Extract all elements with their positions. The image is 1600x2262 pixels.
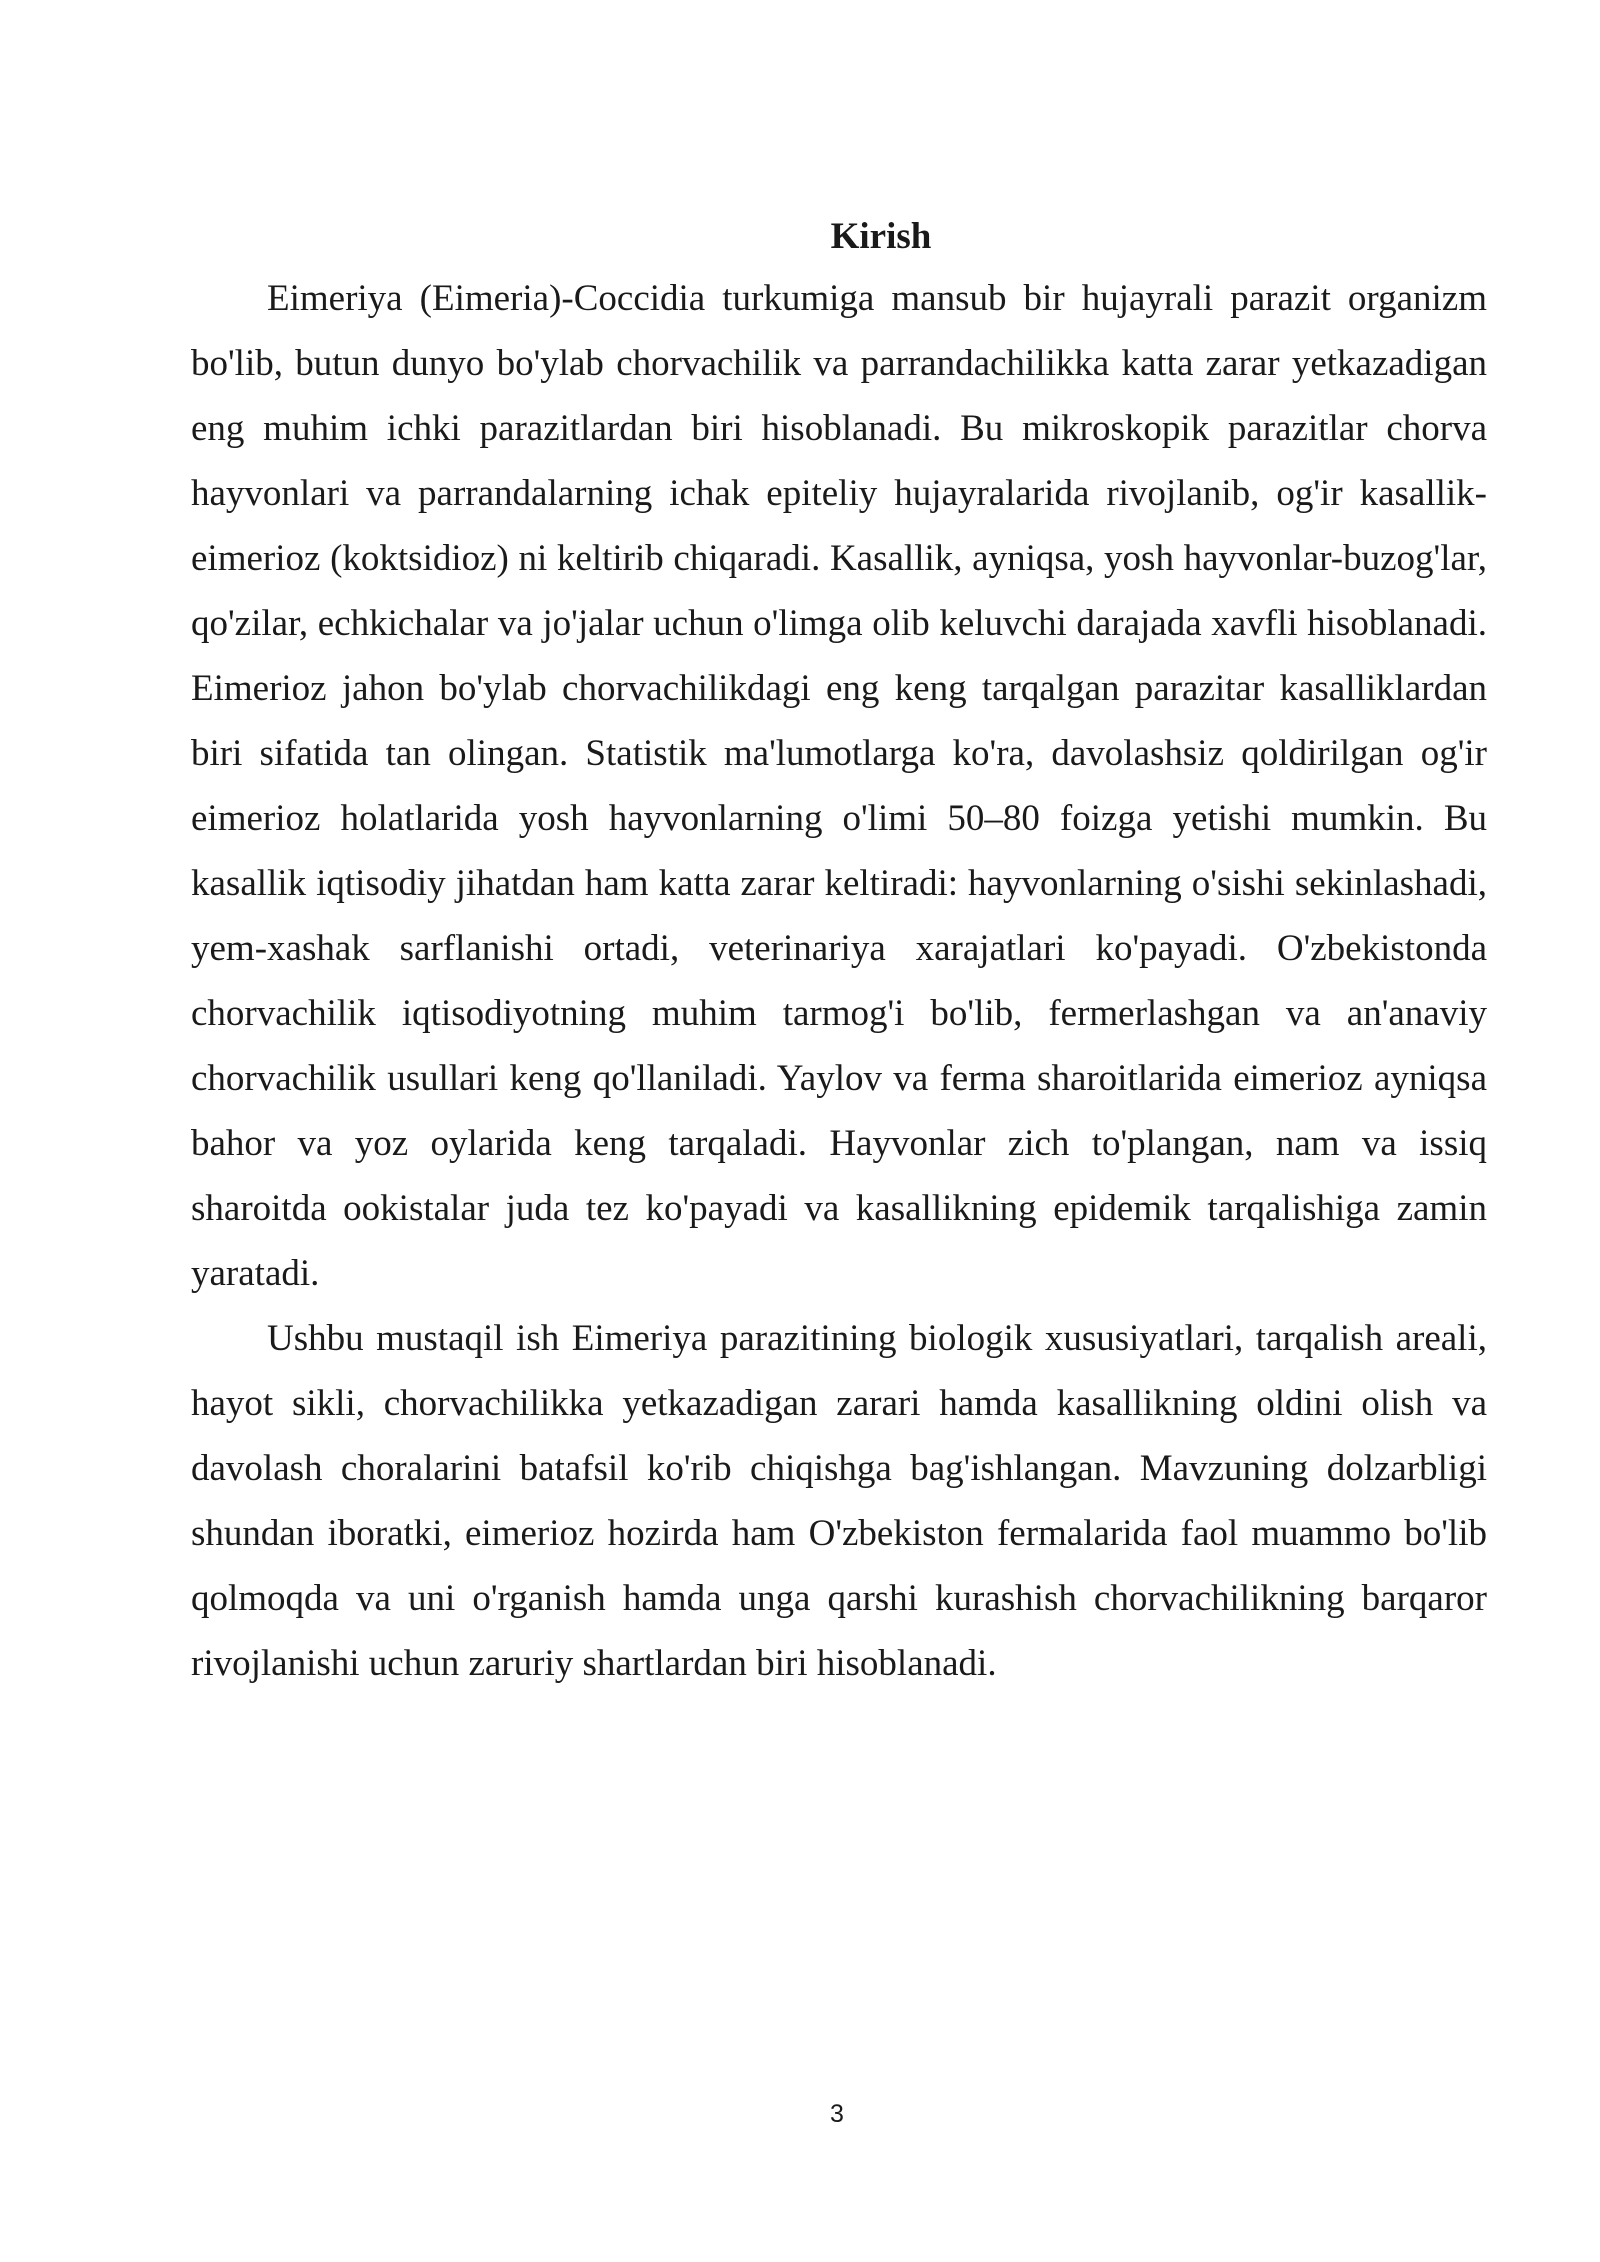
page-content xyxy=(191,208,1487,1696)
paragraph-purpose: Ushbu mustaqil ish Eimeriya parazitining biologik xususiyatlari, tarqalish areali, hayot sikli, chorvachilikka yetkazadigan zarari hamda kasallikning oldini olish va davolash choralarini batafsil ko'rib chiqishga bag'ishlangan. Mavzuning dolzarbligi shundan iboratki, eimerioz hozirda ham O'zbekiston fermalarida faol muammo bo'lib qolmoqda va uni o'rganish hamda unga qarshi kurashish chorvachilikning barqaror rivojlanishi uchun zaruriy shartlardan biri hisoblanadi. xyxy=(191,1318,1487,1684)
section-title: Kirish xyxy=(830,216,932,257)
page-number: 3 xyxy=(830,2100,844,2128)
paragraph-intro: Eimeriya (Eimeria)-Coccidia turkumiga mansub bir hujayrali parazit organizm bo'lib, butun dunyo bo'ylab chorvachilik va parrandachilikka katta zarar yetkazadigan eng muhim ichki parazitlardan biri hisoblanadi. Bu mikroskopik parazitlar chorva hayvonlari va parrandalarning ichak epiteliy hujayralarida rivojlanib, og'ir kasallik-eimerioz (koktsidioz) ni keltirib chiqaradi. Kasallik, ayniqsa, yosh hayvonlar-buzog'lar, qo'zilar, echkichalar va jo'jalar uchun o'limga olib keluvchi darajada xavfli hisoblanadi. Eimerioz jahon bo'ylab chorvachilikdagi eng keng tarqalgan parazitar kasalliklardan biri sifatida tan olingan. Statistik ma'lumotlarga ko'ra, davolashsiz qoldirilgan og'ir eimerioz holatlarida yosh hayvonlarning o'limi 50–80 foizga yetishi mumkin. Bu kasallik iqtisodiy jihatdan ham katta zarar keltiradi: hayvonlarning o'sishi sekinlashadi, yem-xashak sarflanishi ortadi, veterinariya xarajatlari ko'payadi. O'zbekistonda chorvachilik iqtisodiyotning muhim tarmog'i bo'lib, fermerlashgan va an'anaviy chorvachilik usullari keng qo'llaniladi. Yaylov va ferma sharoitlarida eimerioz ayniqsa bahor va yoz oylarida keng tarqaladi. Hayvonlar zich to'plangan, nam va issiq sharoitda ookistalar juda tez ko'payadi va kasallikning epidemik tarqalishiga zamin yaratadi. xyxy=(191,278,1487,1294)
